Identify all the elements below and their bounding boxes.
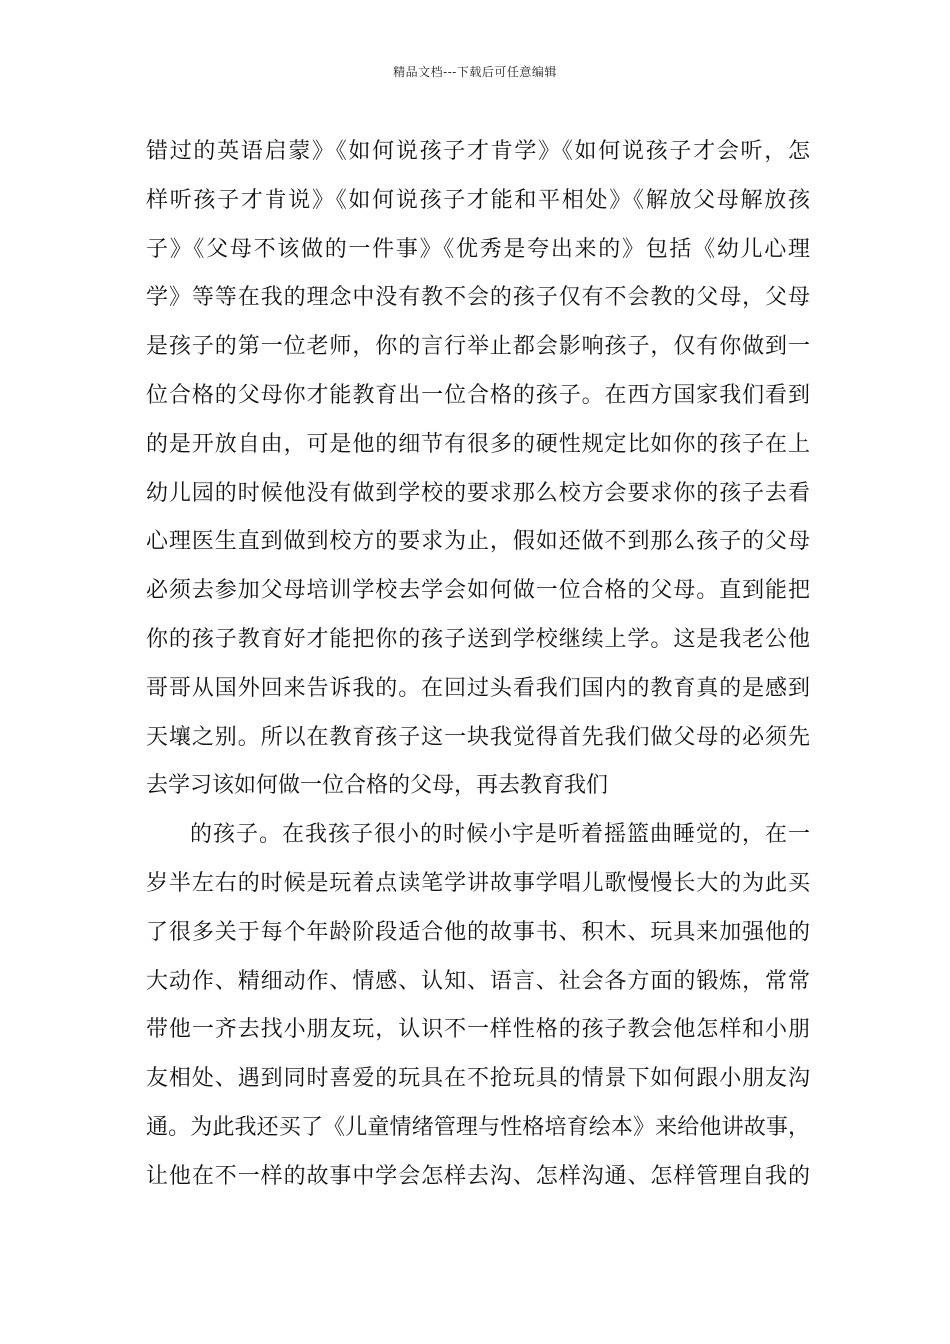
document-body — [146, 128, 810, 1202]
text-line: 的孩子。在我孩子很小的时候小宇是听着摇篮曲睡觉的，在一 — [190, 822, 810, 848]
text-line: 通。为此我还买了《儿童情绪管理与性格培育绘本》来给他讲故事， — [146, 1114, 810, 1140]
text-line: 岁半左右的时候是玩着点读笔学讲故事学唱儿歌慢慢长大的为此买 — [146, 870, 810, 896]
text-line: 你的孩子教育好才能把你的孩子送到学校继续上学。这是我老公他 — [146, 626, 810, 652]
paragraph — [146, 128, 810, 811]
text-line: 大动作、精细动作、情感、认知、语言、社会各方面的锻炼，常常 — [146, 968, 810, 994]
text-line: 了很多关于每个年龄阶段适合他的故事书、积木、玩具来加强他的 — [146, 919, 810, 945]
text-line: 哥哥从国外回来告诉我的。在回过头看我们国内的教育真的是感到 — [146, 675, 810, 701]
text-line: 的是开放自由，可是他的细节有很多的硬性规定比如你的孩子在上 — [146, 431, 810, 457]
text-line: 让他在不一样的故事中学会怎样去沟、怎样沟通、怎样管理自我的 — [146, 1163, 810, 1189]
page-header: 精品文档---下载后可任意编辑 — [393, 65, 557, 79]
text-line: 必须去参加父母培训学校去学会如何做一位合格的父母。直到能把 — [146, 578, 810, 604]
text-line: 去学习该如何做一位合格的父母，再去教育我们 — [146, 773, 609, 799]
text-line: 是孩子的第一位老师，你的言行举止都会影响孩子，仅有你做到一 — [146, 334, 810, 360]
text-line: 学》等等在我的理念中没有教不会的孩子仅有不会教的父母，父母 — [146, 285, 810, 311]
text-line: 带他一齐去找小朋友玩，认识不一样性格的孩子教会他怎样和小朋 — [146, 1017, 810, 1043]
text-line: 样听孩子才肯说》《如何说孩子才能和平相处》《解放父母解放孩 — [146, 187, 810, 213]
paragraph — [146, 811, 810, 1201]
text-line: 子》《父母不该做的一件事》《优秀是夸出来的》包括《幼儿心理 — [146, 236, 810, 262]
text-line: 幼儿园的时候他没有做到学校的要求那么校方会要求你的孩子去看 — [146, 480, 810, 506]
text-line: 错过的英语启蒙》《如何说孩子才肯学》《如何说孩子才会听，怎 — [146, 139, 810, 164]
text-line: 心理医生直到做到校方的要求为止，假如还做不到那么孩子的父母 — [146, 529, 810, 555]
text-line: 位合格的父母你才能教育出一位合格的孩子。在西方国家我们看到 — [146, 382, 810, 408]
text-line: 友相处、遇到同时喜爱的玩具在不抢玩具的情景下如何跟小朋友沟 — [146, 1066, 810, 1092]
text-line: 天壤之别。所以在教育孩子这一块我觉得首先我们做父母的必须先 — [146, 724, 810, 750]
